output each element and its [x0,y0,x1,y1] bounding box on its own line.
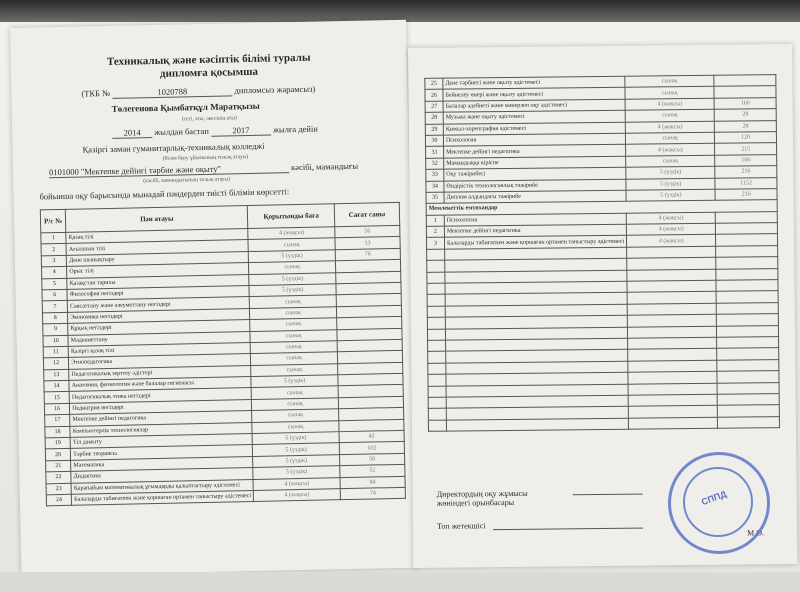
empty-cell [627,314,716,326]
row-subject: Мамандыққа кіріспе [444,156,626,169]
empty-cell [717,325,779,337]
empty-cell [627,303,716,315]
empty-cell [428,374,446,386]
empty-cell [628,394,717,406]
row-number: 16 [44,403,69,415]
row-number: 35 [426,192,444,204]
row-subject: Психология [444,213,626,226]
row-number: 23 [46,483,71,495]
empty-cell [716,257,778,269]
row-grade: сынақ [252,398,339,411]
seal-inner-ring [683,467,753,537]
row-number: 21 [46,460,71,472]
row-number: 15 [44,392,69,404]
row-hours: 102 [339,442,404,455]
row-subject: Өндірістік технологиялық тәжірибе [444,179,626,192]
row-number: 8 [42,312,67,324]
row-grade: 4 (жақсы) [254,489,341,502]
title-line-1: Техникалық және кәсіптік білімі туралы [106,51,311,68]
row-number: 4 [42,267,67,279]
row-grade: 5 (үздік) [253,455,340,468]
row-subject: Қазақстан тарихы [67,274,249,289]
row-hours: 42 [339,430,404,443]
row-grade: 5 (үздік) [626,178,715,190]
empty-cell [428,363,446,375]
empty-cell [628,383,717,395]
seal-text: СППД [700,488,728,508]
empty-cell [627,269,716,281]
specialty-line [49,161,358,178]
col-header-number: Р/с № [40,209,66,233]
background-bottom [0,572,800,592]
row-subject: Психология [443,133,625,146]
director-line-2: жөніндегі орынбасары [436,497,515,508]
row-number: 26 [425,90,443,102]
empty-cell [427,306,445,318]
row-grade: сынақ [250,341,337,354]
row-subject: Мектепке дейінгі педагогика [444,145,626,158]
row-subject: Педиатрия негіздері [70,399,252,414]
row-grade: сынақ [626,155,715,167]
row-grade: сынақ [250,295,337,308]
row-subject: Орыс тілі [67,263,249,278]
row-subject: Ағылшын тілі [66,240,248,255]
diploma-number: 1020788 [112,85,232,99]
empty-cell [717,337,779,349]
row-number: 6 [42,289,67,301]
director-line-1: Директордың оқу жұмысы [436,488,528,499]
row-number: 27 [425,101,443,113]
row-number: 32 [426,158,444,170]
row-subject: Компьютерлік технологиялар [70,422,252,437]
row-number: 24 [46,494,71,506]
empty-cell [718,394,780,406]
row-grade: сынақ [251,363,338,376]
empty-cell [717,314,779,326]
row-number: 17 [45,415,70,427]
row-grade: 4 (жақсы) [248,227,335,240]
empty-cell [717,348,779,360]
row-hours: 120 [715,132,777,144]
row-number: 3 [426,238,444,250]
row-number: 29 [425,124,443,136]
row-subject: Қарапайым математикалық ұғымдарды қалыптастыру әдістемесі [71,479,253,494]
row-subject: Экономика негіздері [68,308,250,323]
empty-cell [717,371,779,383]
row-number: 13 [44,369,69,381]
row-subject: Педагогикалық зерттеу әдістері [69,365,251,380]
empty-cell [428,386,446,398]
row-hours: 216 [715,189,777,201]
row-number: 30 [425,135,443,147]
empty-cell [627,246,716,258]
row-hours [716,211,778,223]
row-grade: 5 (үздік) [626,166,715,178]
empty-cell [717,302,779,314]
row-subject: Саясаттану және әлеуметтану негіздері [67,297,249,312]
row-grade: 4 (жақсы) [626,212,715,224]
row-number: 28 [425,112,443,124]
row-number: 11 [43,346,68,358]
row-subject: Музыка және оқыту әдістемесі [443,110,625,123]
row-hours: 50 [339,453,404,466]
empty-cell [718,405,780,417]
student-name: Төлегенова Қымбатқұл Маратқызы [111,100,260,114]
years-line [112,124,318,139]
diploma-no-label: № [101,87,111,99]
row-subject: Дене шынықтыру [66,251,248,266]
empty-cell [428,351,446,363]
row-number: 9 [43,323,68,335]
row-grade: сынақ [625,132,714,144]
diploma-number-line [81,84,315,100]
row-number: 25 [425,78,443,90]
row-subject: Тәрбие теориясы [71,445,253,460]
row-hours: 28 [715,120,777,132]
empty-cell [428,397,446,409]
row-hours: 1152 [715,177,777,189]
row-grade: сынақ [252,420,339,433]
specialty-hint: (кәсібі, мамандығының толық атауы) [143,176,231,185]
empty-row [428,416,779,431]
row-grade: 5 (үздік) [249,272,336,285]
empty-cell [717,359,779,371]
row-grade: 4 (жақсы) [625,98,714,110]
row-subject: Философия негіздері [67,285,249,300]
row-grade: 4 (жақсы) [253,477,340,490]
seal-place-label: М.О. [747,528,765,538]
col-header-subject: Пән атауы [66,206,249,233]
empty-cell [427,272,445,284]
year-to: 2017 [211,125,271,137]
empty-cell [427,317,445,329]
left-page [10,20,417,576]
row-subject: Математика [71,456,253,471]
director-signature-label [437,489,528,508]
row-hours: 160 [714,97,776,109]
year-from: 2014 [112,127,152,139]
row-subject: Дидактика [71,468,253,483]
specialty-suffix: кәсібі, мамандығы [290,160,359,173]
empty-cell [446,418,628,431]
empty-cell [628,406,717,418]
row-number: 33 [426,169,444,181]
row-hours: 215 [715,143,777,155]
row-grade: сынақ [625,75,714,87]
row-subject: Мәдениеттану [68,331,250,346]
specialty: 0101000 "Мектепке дейінгі тәрбие және оқыту" [49,162,289,178]
row-hours: 74 [340,487,405,500]
empty-cell [628,371,717,383]
row-subject: Қимыл-хореография әдістемесі [443,122,625,135]
row-number: 1 [426,215,444,227]
title-line-2: дипломға қосымша [159,65,259,80]
empty-cell [427,295,445,307]
row-subject: Мектепке дейінгі педагогика [444,224,626,237]
row-number: 20 [45,449,70,461]
empty-cell [427,283,445,295]
row-number: 34 [426,181,444,193]
row-hours: 84 [340,476,405,489]
row-number: 7 [42,301,67,313]
row-subject: Оқу тәжірибесі [444,167,626,180]
row-number: 12 [43,358,68,370]
diploma-prefix: (ТКБ [81,88,101,99]
diploma-suffix: дипломсыз жарамсыз) [234,83,316,96]
empty-cell [628,417,717,429]
empty-cell [428,340,446,352]
empty-cell [716,291,778,303]
row-hours: 100 [715,154,777,166]
row-grade: 4 (жақсы) [626,223,715,235]
row-grade: 4 (жақсы) [627,235,716,247]
subjects-table-left [40,202,406,507]
row-number: 10 [43,335,68,347]
row-hours: 216 [715,166,777,178]
empty-cell [627,280,716,292]
row-subject: Этнопедагогика [69,354,251,369]
row-subject: Балаларды табиғатпен және қоршаған ортамен таныстыру әдістемесі [444,236,626,249]
row-subject: Педагогикалық этика негіздері [69,388,251,403]
row-grade: сынақ [249,261,336,274]
row-subject: Балалар әдебиеті және мәнерлеп оқу әдістемесі [443,99,625,112]
empty-cell [428,420,446,432]
row-grade: 5 (үздік) [626,189,715,201]
studied-text: бойынша оқу барысында мынадай пәндерден тиісті білімін көрсетті: [39,186,290,202]
row-number: 2 [41,244,66,256]
college-name: Қазіргі заман гуманитарлық-техникалық колледжі [82,140,265,155]
row-subject: Бейнелеу өнері және оқыту әдістемесі [443,88,625,101]
row-subject: Қазіргі қазақ тілі [68,342,250,357]
row-subject: Дене тәрбиесі және оқыту әдістемесі [443,76,625,89]
college-hint: (білім беру ұйымының толық атауы) [162,154,249,162]
empty-cell [428,408,446,420]
empty-cell [718,416,780,428]
seal-stamp [668,452,770,554]
row-grade: 4 (жақсы) [625,121,714,133]
empty-cell [716,280,778,292]
row-grade: сынақ [625,87,714,99]
col-header-grade: Қорытынды баға [248,204,335,229]
row-grade: сынақ [625,109,714,121]
row-hours [714,75,776,87]
row-subject: Анатомия, физиология және балалар гигиенасы [69,377,251,392]
row-number: 19 [45,437,70,449]
row-hours [716,234,778,246]
row-number: 18 [45,426,70,438]
row-grade: 5 (үздік) [253,443,340,456]
row-subject: Мектепке дейінгі педагогика [70,411,252,426]
empty-cell [427,329,445,341]
row-grade: 5 (үздік) [252,432,339,445]
row-subject: Диплом алдындағы тәжірибе [444,190,626,203]
empty-cell [427,249,445,261]
col-header-hours: Сағат саны [334,202,399,226]
row-grade: сынақ [248,238,335,251]
row-number: 31 [426,146,444,158]
name-hint: (тегі, аты, әкесінің аты) [181,115,237,123]
row-subject: Балаларды табиғатпен және қоршаған ортамен таныстыру әдістемесі [71,490,253,505]
row-hours: 13 [335,237,400,250]
row-number: 22 [46,472,71,484]
section-title: Мемлекеттік емтихандар [426,200,777,215]
background-edge [0,0,800,22]
director-signature-line [573,494,643,496]
row-subject: Тіл дамыту [70,434,252,449]
secretary-label: Топ жетекшісі [436,521,486,531]
row-hours [716,223,778,235]
row-grade: сынақ [251,386,338,399]
row-hours: 52 [340,465,405,478]
empty-cell [628,337,717,349]
row-grade: 5 (үздік) [251,375,338,388]
empty-cell [628,360,717,372]
row-grade: сынақ [250,318,337,331]
empty-cell [717,382,779,394]
document-title [11,50,407,84]
empty-cell [627,258,716,270]
row-hours [714,86,776,98]
empty-cell [427,260,445,272]
empty-cell [627,292,716,304]
row-grade: 5 (үздік) [249,250,336,263]
row-hours: 28 [715,109,777,121]
row-grade: сынақ [250,329,337,342]
empty-cell [628,326,717,338]
row-number: 14 [44,380,69,392]
row-grade: сынақ [252,409,339,422]
empty-cell [716,245,778,257]
row-number: 2 [426,226,444,238]
row-grade: 4 (жақсы) [626,144,715,156]
row-hours: 76 [335,248,400,261]
row-number: 1 [41,232,66,244]
row-grade: 5 (үздік) [253,466,340,479]
row-grade: сынақ [250,306,337,319]
row-number: 5 [42,278,67,290]
year-to-text: жылға дейін [272,123,318,135]
subjects-table-right [424,74,780,432]
row-grade: 5 (үздік) [249,284,336,297]
row-subject: Қазақ тілі [66,229,248,244]
secretary-signature-line [493,528,643,531]
row-grade: сынақ [251,352,338,365]
row-number: 3 [41,255,66,267]
empty-cell [628,349,717,361]
row-hours: 56 [335,225,400,238]
row-subject: Құқық негіздері [68,320,250,335]
year-from-text: жылдан бастап [154,125,209,137]
empty-cell [716,268,778,280]
